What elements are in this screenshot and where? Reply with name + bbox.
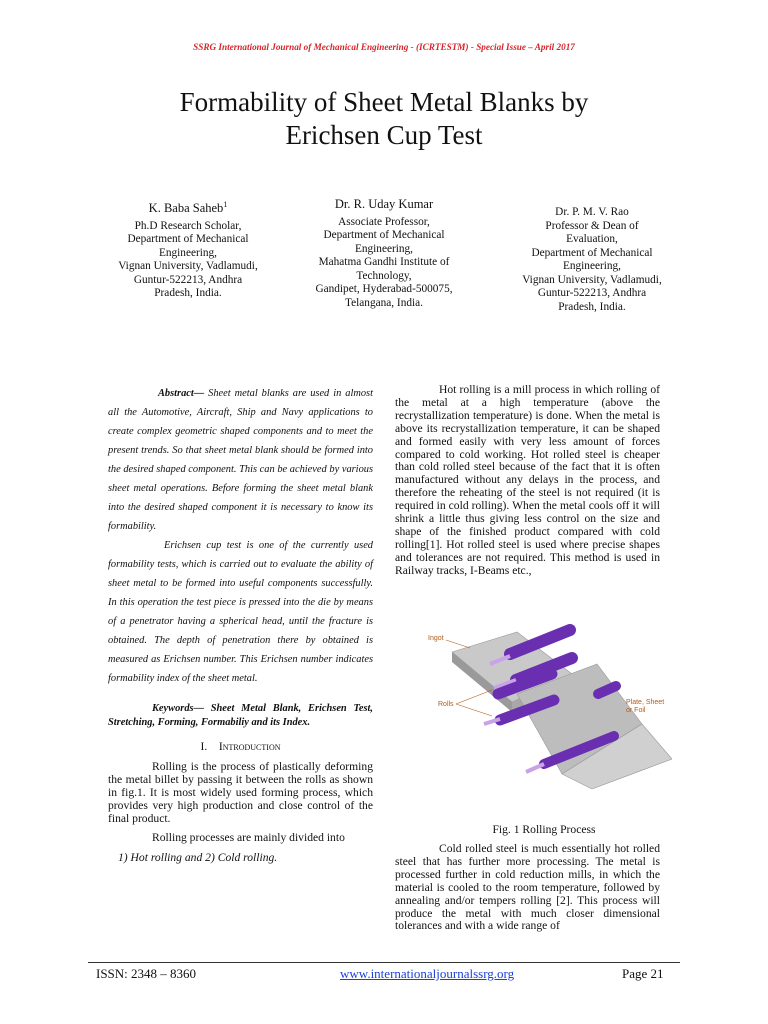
author-2-line: Telangana, India.	[345, 296, 423, 309]
author-3-line: Engineering,	[562, 260, 622, 272]
author-2-line: Associate Professor,	[338, 215, 430, 228]
title-line-2: Erichsen Cup Test	[285, 120, 483, 150]
cold-rolling-paragraph: Cold rolled steel is much essentially hot rolled steel that has further more processing. The metal is processed further in cold reduction mills, in which the material is cooled to the room temperature, followed by annealing and/or tempers rolling [2]. This process will produce the metal with much closer dimensional tolerances and with a wide range of	[395, 842, 660, 933]
rolls-leader	[456, 704, 492, 716]
author-2-line: Gandipet, Hyderabad-500075,	[315, 283, 453, 295]
author-3-line: Guntur-522213, Andhra	[537, 287, 647, 299]
section-title: Introduction	[218, 740, 281, 753]
footer-issn: ISSN: 2348 – 8360	[96, 966, 197, 981]
author-1	[88, 198, 288, 301]
author-1-line: Vignan University, Vadlamudi,	[118, 260, 258, 273]
section-numeral: I.	[200, 740, 208, 753]
author-3-line: Professor & Dean of	[545, 219, 639, 232]
author-1-line: Department of Mechanical	[127, 233, 249, 246]
footer-page-number: Page 21	[622, 966, 664, 981]
author-2-line: Mahatma Gandhi Institute of	[318, 256, 450, 268]
author-3-line: Department of Mechanical	[531, 246, 653, 259]
author-1-line: Pradesh, India.	[154, 287, 222, 300]
ingot-label: Ingot	[428, 635, 444, 642]
author-1-line: Engineering,	[158, 246, 218, 259]
figure-caption: Fig. 1 Rolling Process	[492, 823, 596, 836]
author-1-line: Guntur-522213, Andhra	[133, 273, 243, 286]
author-1-sup: 1	[223, 200, 228, 209]
journal-header: SSRG International Journal of Mechanical Engineering - (ICRTESTM) - Special Issue – April 2017	[193, 42, 575, 52]
author-1-line: Ph.D Research Scholar,	[134, 219, 242, 232]
left-column	[108, 384, 373, 865]
footer-divider	[88, 962, 680, 963]
author-3	[492, 206, 692, 314]
right-column	[395, 384, 660, 578]
ingot-leader	[446, 640, 470, 648]
rolling-process-figure	[422, 624, 672, 789]
author-3-line: Pradesh, India.	[558, 300, 626, 313]
abstract-text-1: Sheet metal blanks are used in almost all the Automotive, Aircraft, Ship and Navy applications to create complex geometric shaped components and to meet the present trends. So that sheet metal blank should be formed into the desired shaped component. This can be achieved by various sheet metal operations. Before forming the sheet metal blank into the desired shaped component it is necessary to know its formability.	[108, 388, 373, 532]
author-2	[284, 198, 484, 310]
keywords-label: Keywords—	[152, 703, 204, 714]
hot-rolling-paragraph: Hot rolling is a mill process in which rolling of the metal at a high temperature (above the recrystallization temperature) is done. When the metal is above its recrystallization temperature, it can be shaped and formed easily with very less amount of forces compared to cold working. Hot rolled steel is cheaper than cold rolled steel because of the fact that it is often manufactured without any delays in the process, and therefore the reheating of the steel is not required (it is required in cold rolling). When the metal cools off it will shrink a little thus giving less control on the size and shape of the finished product compared with cold rolling[1]. Hot rolled steel is used where precise shapes and tolerances are not required. This method is used in Railway tracks, I-Beams etc.,	[395, 383, 660, 577]
plate-label: Plate, Sheet	[626, 699, 665, 706]
author-2-line: Technology,	[356, 269, 412, 282]
abstract-paragraph-2	[108, 536, 373, 688]
abstract-text-2: Erichsen cup test is one of the currently used formability tests, which is carried out to evaluate the ability of sheet metal to be formed into useful components successfully. In this operation the test piece is pressed into the die by means of a penetrator having a spherical head, until the fracture is obtained. The depth of penetration there by obtained is measured as Erichsen number. This Erichsen number indicates formability index of the sheet metal.	[108, 540, 373, 684]
author-3-line: Evaluation,	[566, 233, 618, 245]
rolls-leader	[456, 690, 492, 704]
abstract-label: Abstract—	[158, 388, 205, 399]
section-heading	[108, 741, 373, 754]
intro-list-item: 1) Hot rolling and 2) Cold rolling.	[118, 851, 278, 865]
footer-url-link[interactable]: www.internationaljournalssrg.org	[340, 966, 515, 981]
intro-paragraph-1: Rolling is the process of plastically deforming the metal billet by passing it between the rolls as shown in fig.1. It is most widely used forming process, which provides very high production and close control of the final product.	[108, 759, 373, 825]
title-line-1: Formability of Sheet Metal Blanks by	[179, 87, 589, 117]
keywords	[108, 702, 373, 729]
keywords-text: Sheet Metal Blank, Erichsen Test, Stretching, Forming, Formabiliy and its Index.	[108, 703, 373, 728]
paper-title	[90, 86, 678, 152]
author-1-name: K. Baba Saheb	[148, 201, 224, 216]
intro-paragraph-2: Rolling processes are mainly divided into	[152, 831, 345, 845]
author-2-line: Engineering,	[354, 242, 414, 255]
abstract-paragraph-1	[108, 384, 373, 536]
author-3-line: Vignan University, Vadlamudi,	[522, 273, 662, 286]
author-3-name: Dr. P. M. V. Rao	[555, 206, 629, 218]
author-2-line: Department of Mechanical	[323, 229, 445, 241]
foil-label: or Foil	[626, 707, 646, 714]
author-2-name: Dr. R. Uday Kumar	[334, 197, 434, 211]
right-column-continued	[395, 843, 660, 933]
rolls-label: Rolls	[438, 701, 454, 708]
